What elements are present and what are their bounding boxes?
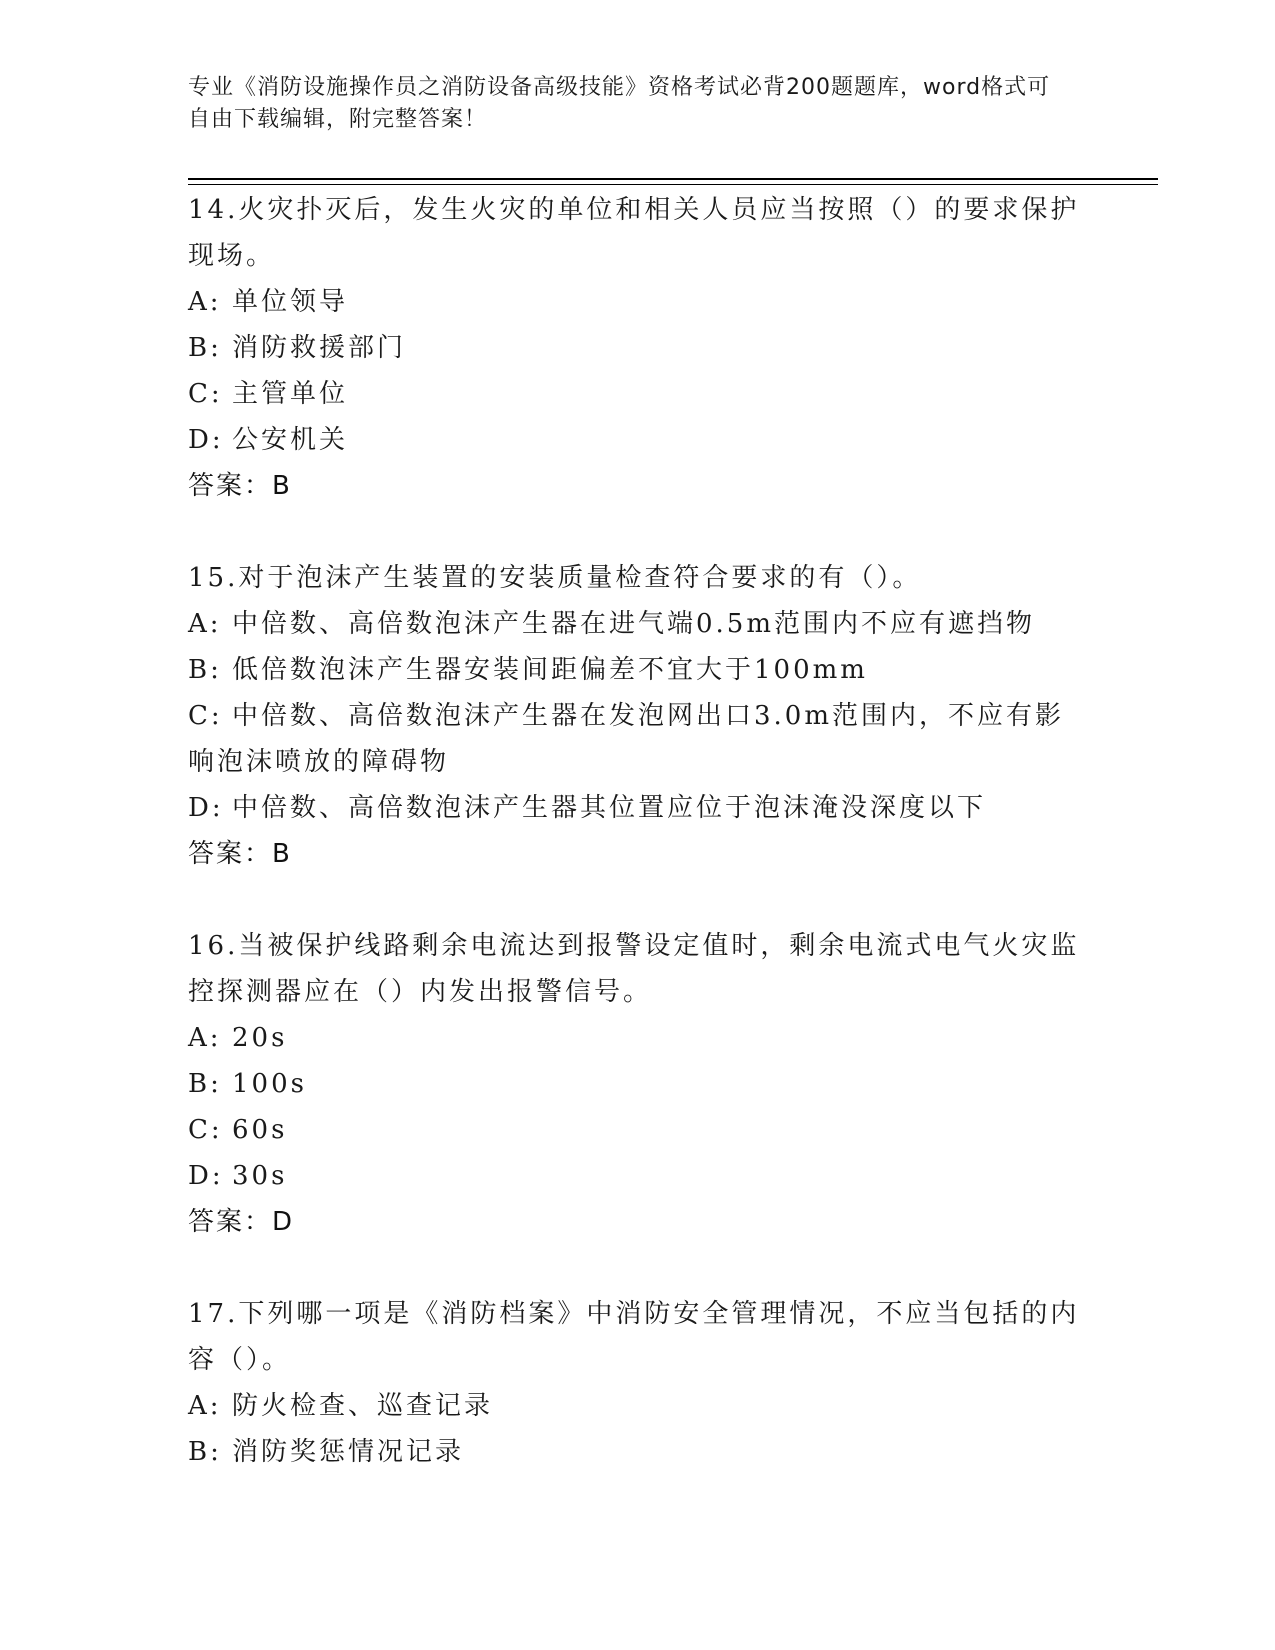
option-b (188, 1429, 1088, 1475)
option-letter: C: (188, 1115, 223, 1145)
option-letter: B: (188, 1069, 222, 1099)
option-letter: A: (188, 609, 222, 639)
option-a (188, 601, 1088, 647)
answer: 答案：D (188, 1207, 295, 1237)
question-16 (188, 923, 1088, 1245)
option-text: 20s (232, 1023, 288, 1053)
option-text: 低倍数泡沫产生器安装间距偏差不宜大于100mm (232, 655, 868, 685)
option-letter: D: (188, 793, 224, 823)
option-a (188, 1383, 1088, 1429)
option-text: 中倍数、高倍数泡沫产生器在进气端0.5m范围内不应有遮挡物 (232, 609, 1036, 639)
question-text: 15.对于泡沫产生装置的安装质量检查符合要求的有（）。 (188, 563, 922, 593)
option-text: 主管单位 (232, 379, 349, 409)
option-d (188, 785, 1088, 831)
header-divider-thick (188, 178, 1158, 180)
question-text: 17.下列哪一项是《消防档案》中消防安全管理情况，不应当包括的内容（）。 (188, 1299, 1080, 1375)
option-text: 防火检查、巡查记录 (232, 1391, 494, 1421)
option-text: 30s (232, 1161, 288, 1191)
option-b (188, 647, 1088, 693)
document-header: 专业《消防设施操作员之消防设备高级技能》资格考试必背200题题库，word格式可自由下载编辑，附完整答案！ (188, 75, 1051, 132)
answer: 答案：B (188, 471, 292, 501)
question-14 (188, 187, 1088, 509)
option-letter: B: (188, 655, 222, 685)
option-letter: D: (188, 1161, 224, 1191)
option-text: 公安机关 (232, 425, 349, 455)
question-15 (188, 555, 1088, 877)
question-list (188, 187, 1088, 1475)
answer: 答案：B (188, 839, 292, 869)
option-text: 消防救援部门 (232, 333, 407, 363)
option-letter: A: (188, 287, 222, 317)
option-a (188, 279, 1088, 325)
option-text: 单位领导 (232, 287, 349, 317)
spacer (188, 877, 1088, 923)
option-d (188, 417, 1088, 463)
option-text: 60s (232, 1115, 288, 1145)
option-letter: C: (188, 379, 223, 409)
spacer (188, 509, 1088, 555)
option-letter: B: (188, 333, 222, 363)
option-letter: B: (188, 1437, 222, 1467)
option-text: 中倍数、高倍数泡沫产生器在发泡网出口3.0m范围内，不应有影响泡沫喷放的障碍物 (188, 701, 1065, 777)
header-divider-thin (188, 184, 1158, 185)
option-letter: C: (188, 701, 223, 731)
option-b (188, 325, 1088, 371)
option-a (188, 1015, 1088, 1061)
spacer (188, 1245, 1088, 1291)
option-b (188, 1061, 1088, 1107)
option-text: 中倍数、高倍数泡沫产生器其位置应位于泡沫淹没深度以下 (232, 793, 987, 823)
option-c (188, 693, 1088, 785)
option-letter: A: (188, 1391, 222, 1421)
option-letter: A: (188, 1023, 222, 1053)
question-text: 16.当被保护线路剩余电流达到报警设定值时，剩余电流式电气火灾监控探测器应在（）内发出报警信号。 (188, 931, 1080, 1007)
option-c (188, 371, 1088, 417)
option-c (188, 1107, 1088, 1153)
option-text: 消防奖惩情况记录 (232, 1437, 465, 1467)
option-d (188, 1153, 1088, 1199)
option-letter: D: (188, 425, 224, 455)
option-text: 100s (232, 1069, 307, 1099)
question-text: 14.火灾扑灭后，发生火灾的单位和相关人员应当按照（）的要求保护现场。 (188, 195, 1080, 271)
question-17 (188, 1291, 1088, 1475)
